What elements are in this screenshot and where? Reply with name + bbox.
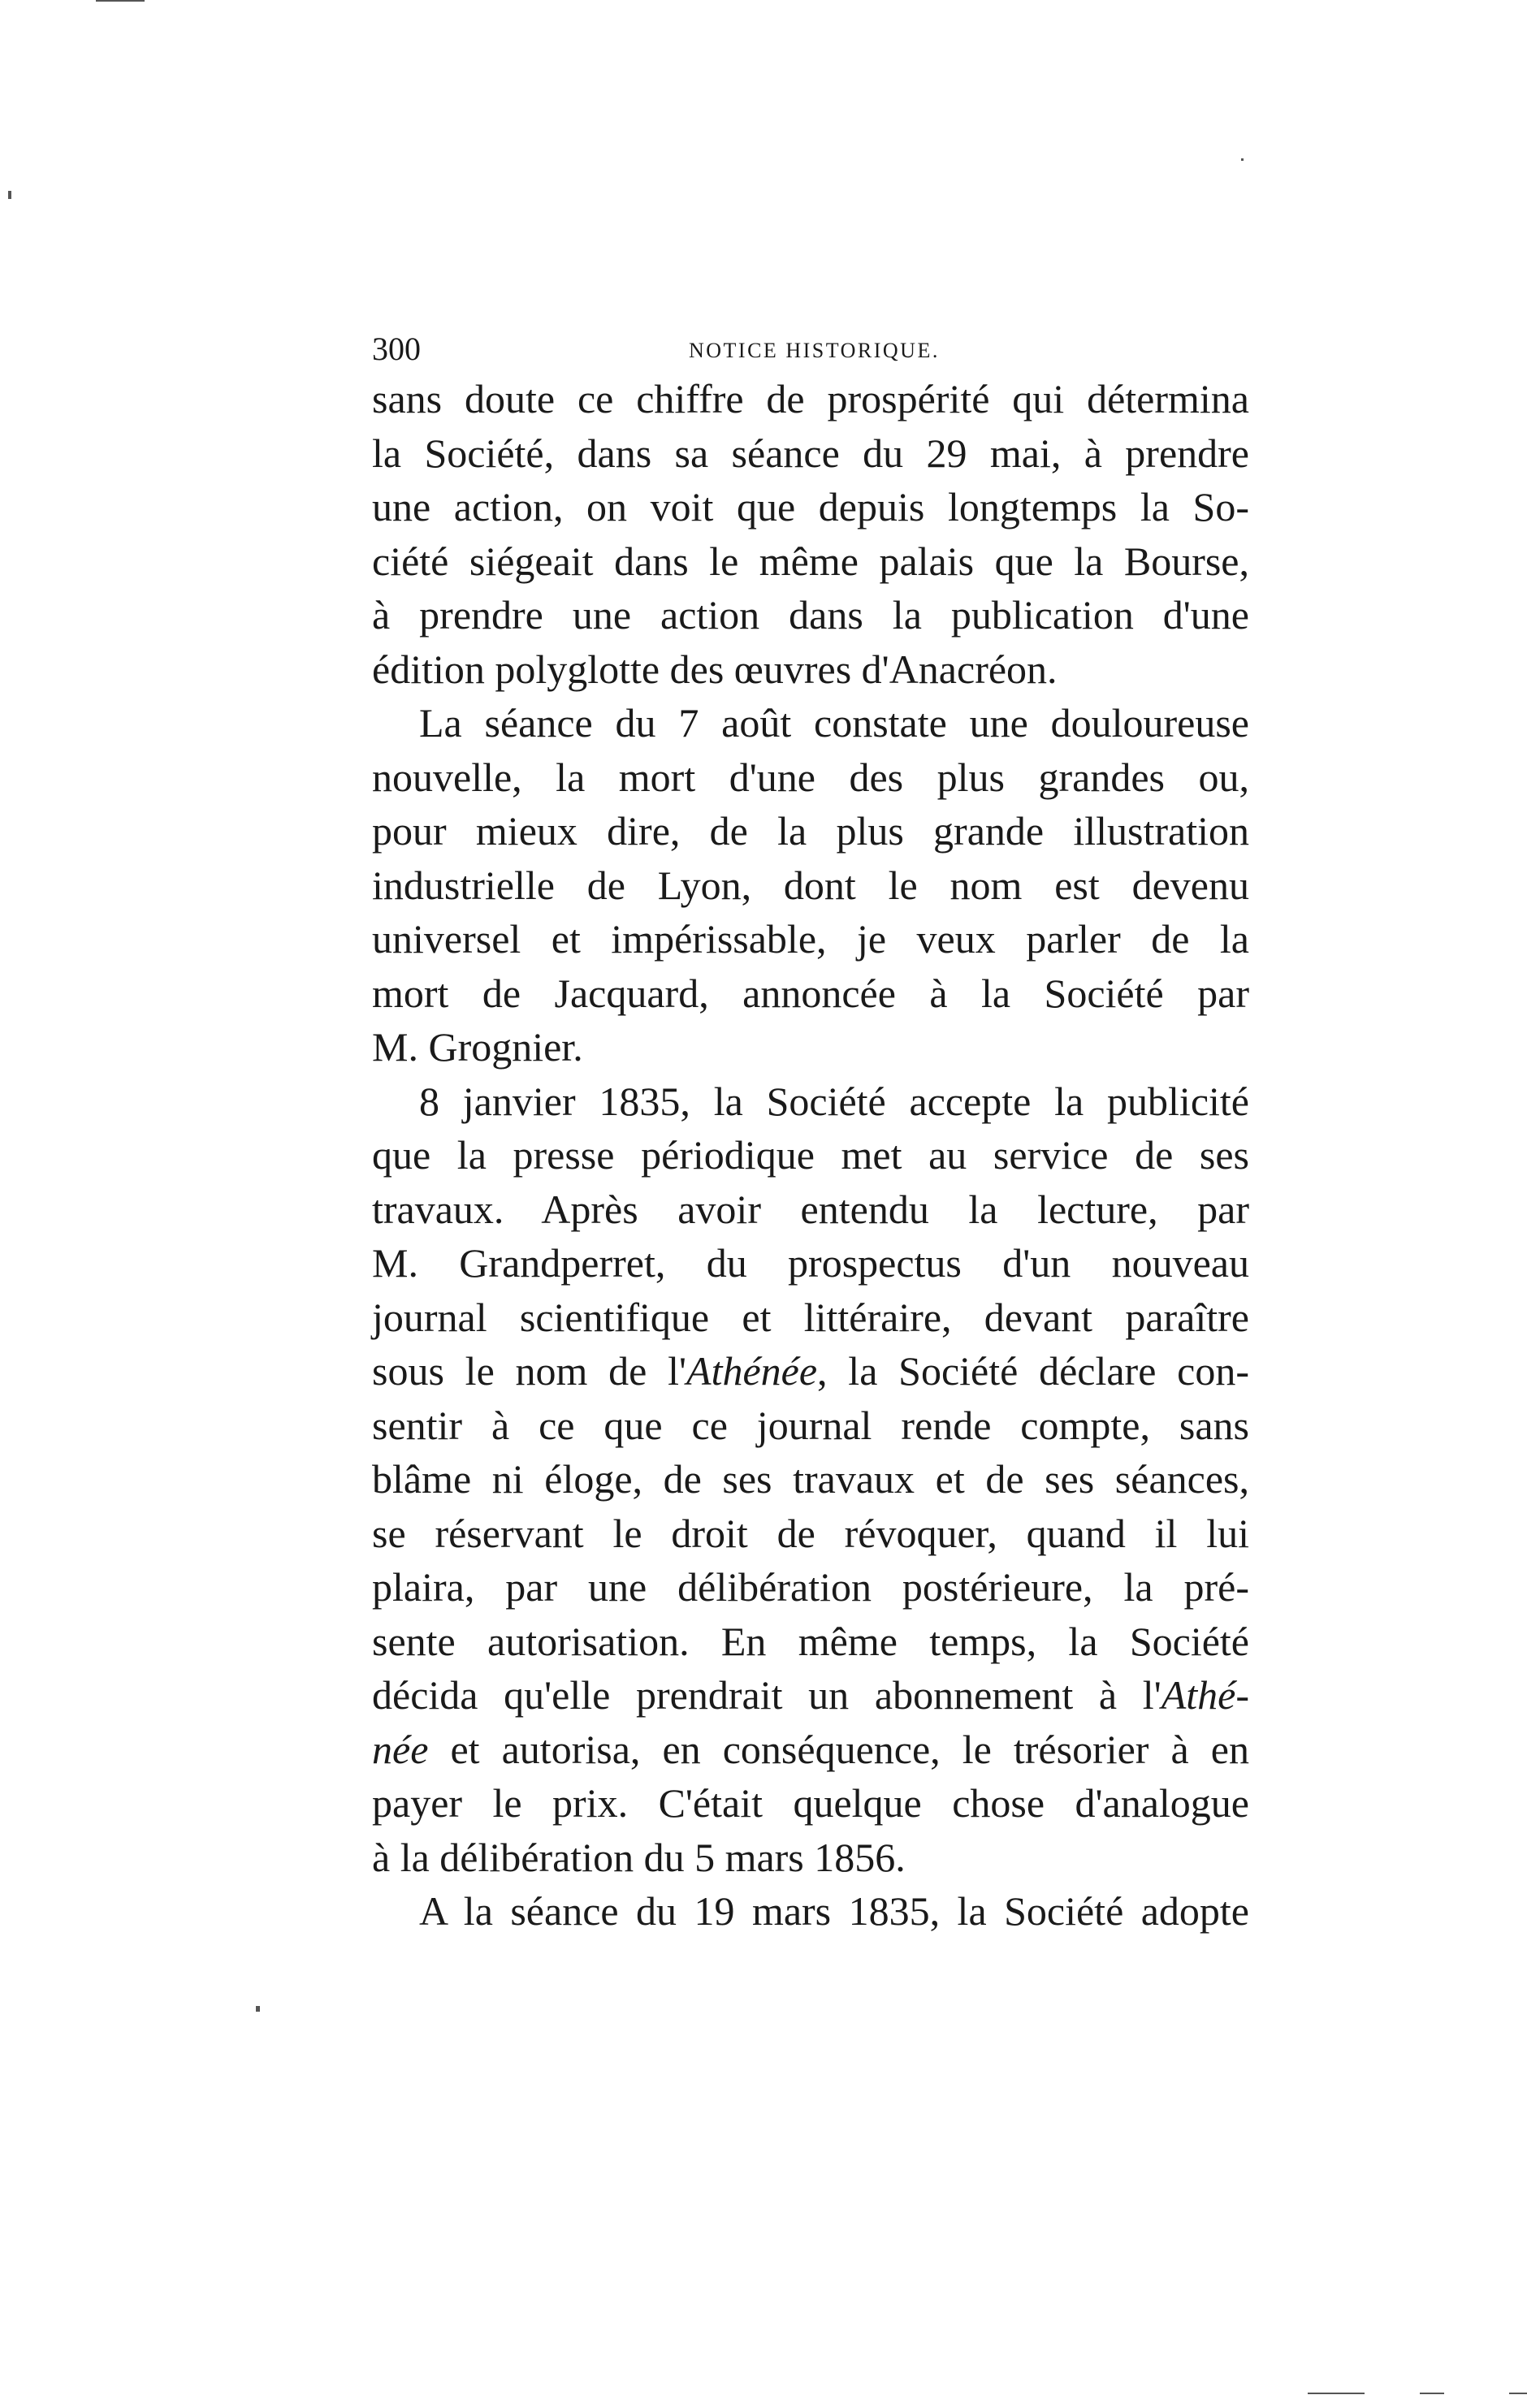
- text-line: blâme ni éloge, de ses travaux et de ses séances,: [372, 1456, 1249, 1502]
- text-line: que la presse périodique met au service de ses: [372, 1132, 1249, 1178]
- page-number: 300: [372, 331, 421, 367]
- text-segment: décida qu'elle prendrait un abonnement à l': [372, 1672, 1161, 1718]
- text-line: à la délibération du 5 mars 1856.: [372, 1834, 906, 1880]
- text-line: pour mieux dire, de la plus grande illustration: [372, 808, 1249, 854]
- text-line: la Société, dans sa séance du 29 mai, à prendre: [372, 430, 1249, 476]
- text-line: à prendre une action dans la publication d'une: [372, 592, 1249, 638]
- body-text: [372, 372, 1249, 1939]
- running-title: NOTICE HISTORIQUE.: [689, 339, 940, 362]
- text-line: mort de Jacquard, annoncée à la Société par: [372, 970, 1249, 1016]
- scan-speck: [256, 2006, 260, 2012]
- text-line: nouvelle, la mort d'une des plus grandes ou,: [372, 754, 1249, 800]
- scan-speck: [1420, 2393, 1444, 2394]
- text-line: une action, on voit que depuis longtemps la So-: [372, 484, 1249, 530]
- text-line: se réservant le droit de révoquer, quand il lui: [372, 1510, 1249, 1556]
- text-segment: et autorisa, en conséquence, le trésorier à en: [428, 1726, 1249, 1772]
- scan-speck: [1308, 2393, 1365, 2394]
- text-line: payer le prix. C'était quelque chose d'analogue: [372, 1780, 1249, 1826]
- scan-speck: [1509, 2393, 1527, 2394]
- text-line: industrielle de Lyon, dont le nom est devenu: [372, 862, 1249, 908]
- text-line: M. Grandperret, du prospectus d'un nouveau: [372, 1240, 1249, 1286]
- text-line: sente autorisation. En même temps, la Société: [372, 1618, 1249, 1664]
- text-line: [372, 1344, 1249, 1399]
- text-line: 8 janvier 1835, la Société accepte la publicité: [419, 1078, 1249, 1124]
- scan-speck: [1241, 158, 1244, 161]
- text-line: journal scientifique et littéraire, devant paraître: [372, 1294, 1249, 1340]
- text-line: sentir à ce que ce journal rende compte, sans: [372, 1402, 1249, 1448]
- italic-title: Athé-: [1161, 1672, 1249, 1718]
- scan-speck: [96, 0, 145, 2]
- italic-title: Athénée: [686, 1348, 818, 1394]
- text-line: M. Grognier.: [372, 1024, 583, 1070]
- scan-speck: [8, 191, 11, 199]
- text-line: [372, 1723, 1249, 1777]
- text-line: La séance du 7 août constate une douloureuse: [419, 700, 1249, 746]
- text-line: ciété siégeait dans le même palais que la Bourse,: [372, 538, 1249, 584]
- text-line: universel et impérissable, je veux parler de la: [372, 916, 1249, 962]
- italic-title: née: [372, 1726, 429, 1772]
- text-line: édition polyglotte des œuvres d'Anacréon.: [372, 646, 1058, 692]
- text-line: A la séance du 19 mars 1835, la Société adopte: [419, 1888, 1249, 1934]
- text-line: travaux. Après avoir entendu la lecture, par: [372, 1186, 1249, 1232]
- text-segment: sous le nom de l': [372, 1348, 687, 1394]
- text-line: [372, 1668, 1249, 1723]
- text-line: sans doute ce chiffre de prospérité qui détermina: [372, 376, 1249, 422]
- page-header: [372, 329, 1249, 370]
- text-segment: , la Société déclare con-: [817, 1348, 1249, 1394]
- text-line: plaira, par une délibération postérieure, la pré-: [372, 1564, 1249, 1610]
